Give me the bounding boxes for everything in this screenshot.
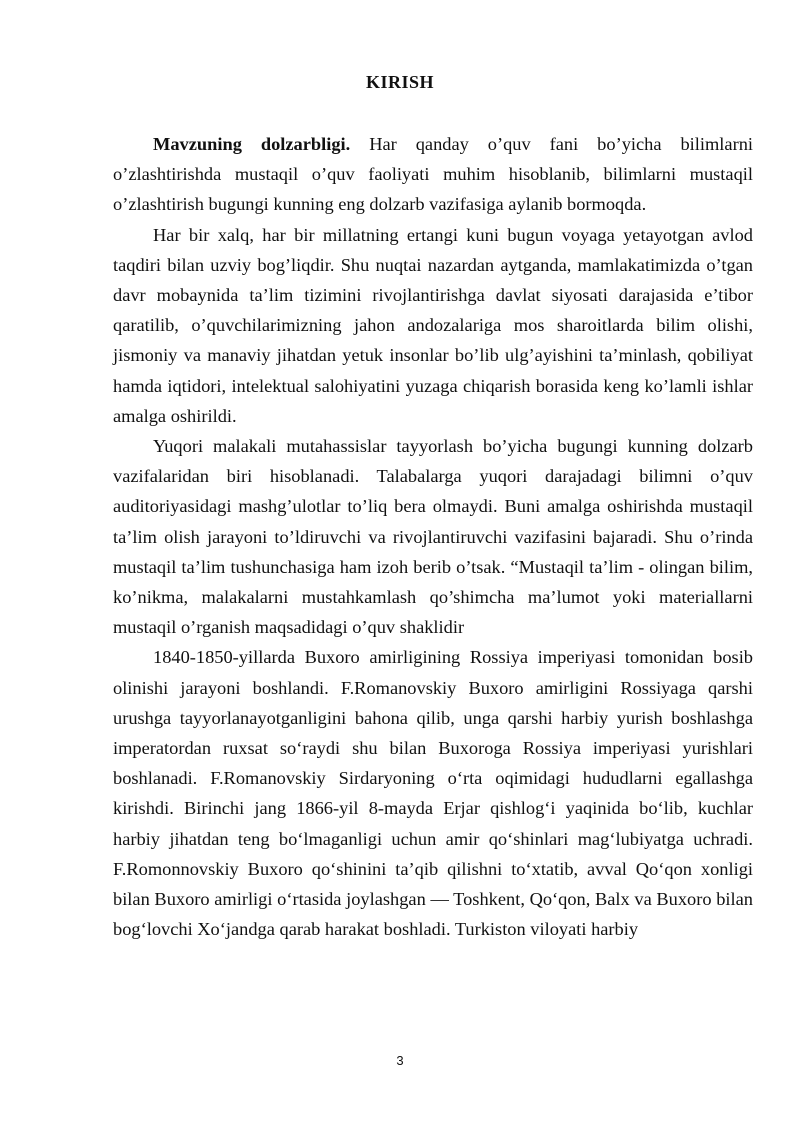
- paragraph-lead-relevance: Mavzuning dolzarbligi.: [153, 134, 351, 154]
- paragraph-nation: Har bir xalq, har bir millatning ertangi kuni bugun voyaga yetayotgan avlod taqdiri bilan uzviy bog’liqdir. Shu nuqtai nazardan aytganda, mamlakatimizda o’tgan davr mobaynida ta’lim tizimini rivojlantirishga davlat siyosati darajasida e’tibor qaratilib, o’quvchilarimizning jahon andozalariga mos sharoitlarda bilim olishi, jismoniy va manaviy jihatdan yetuk insonlar bo’lib ulg’ayishini ta’minlash, qobiliyat hamda iqtidori, intelektual salohiyatini yuzaga chiqarish borasida keng ko’lamli ishlar amalga oshirildi.: [113, 224, 753, 426]
- paragraph-specialists: Yuqori malakali mutahassislar tayyorlash bo’yicha bugungi kunning dolzarb vazifalaridan biri hisoblanadi. Talabalarga yuqori darajadagi bilimni o’quv auditoriyasidagi mashg’ulotlar to’liq bera olmaydi. Buni amalga oshirishda mustaqil ta’lim olish jarayoni to’ldiruvchi va rivojlantiruvchi vazifasini bajaradi. Shu o’rinda mustaqil ta’lim tushunchasiga ham izoh berib o’tsak. “Mustaqil ta’lim - olingan bilim, ko’nikma, malakalarni mustahkamlash qo’shimcha ma’lumot yoki materiallarni mustaqil o’rganish maqsadidagi o’quv shaklidir: [113, 436, 753, 638]
- paragraph-text-relevance: Har qanday o’quv fani bo’yicha bilimlarni o’zlashtirishda mustaqil o’quv faoliyati muhim hisoblanib, bilimlarni mustaqil o’zlashtirish bugungi kunning eng dolzarb vazifasiga aylanib bormoqda.: [113, 134, 753, 215]
- paragraph-history: 1840-1850-yillarda Buxoro amirligining Rossiya imperiyasi tomonidan bosib olinishi jarayoni boshlandi. F.Romanovskiy Buxoro amirligini Rossiyaga qarshi urushga tayyorlanayotganligini bahona qilib, unga qarshi harbiy yurish boshlashga imperatordan ruxsat so‘raydi shu bilan Buxoroga Rossiya imperiyasi yurishlari boshlanadi. F.Romanovskiy Sirdaryoning o‘rta oqimidagi hududlarni egallashga kirishdi. Birinchi jang 1866-yil 8-mayda Erjar qishlog‘i yaqinida bo‘lib, kuchlar harbiy jihatdan teng bo‘lmaganligi uchun amir qo‘shinlari mag‘lubiyatga uchradi. F.Romonnovskiy Buxoro qo‘shinini ta’qib qilishni to‘xtatib, avval Qo‘qon xonligi bilan Buxoro amirligi o‘rtasida joylashgan — Toshkent, Qo‘qon, Balx va Buxoro bilan bog‘lovchi Xo‘jandga qarab harakat boshladi. Turkiston viloyati harbiy: [113, 647, 753, 940]
- page-title: KIRISH: [365, 72, 435, 92]
- body-text: [113, 129, 753, 944]
- page-number: 3: [396, 1053, 404, 1068]
- paragraph-relevance: [113, 129, 753, 220]
